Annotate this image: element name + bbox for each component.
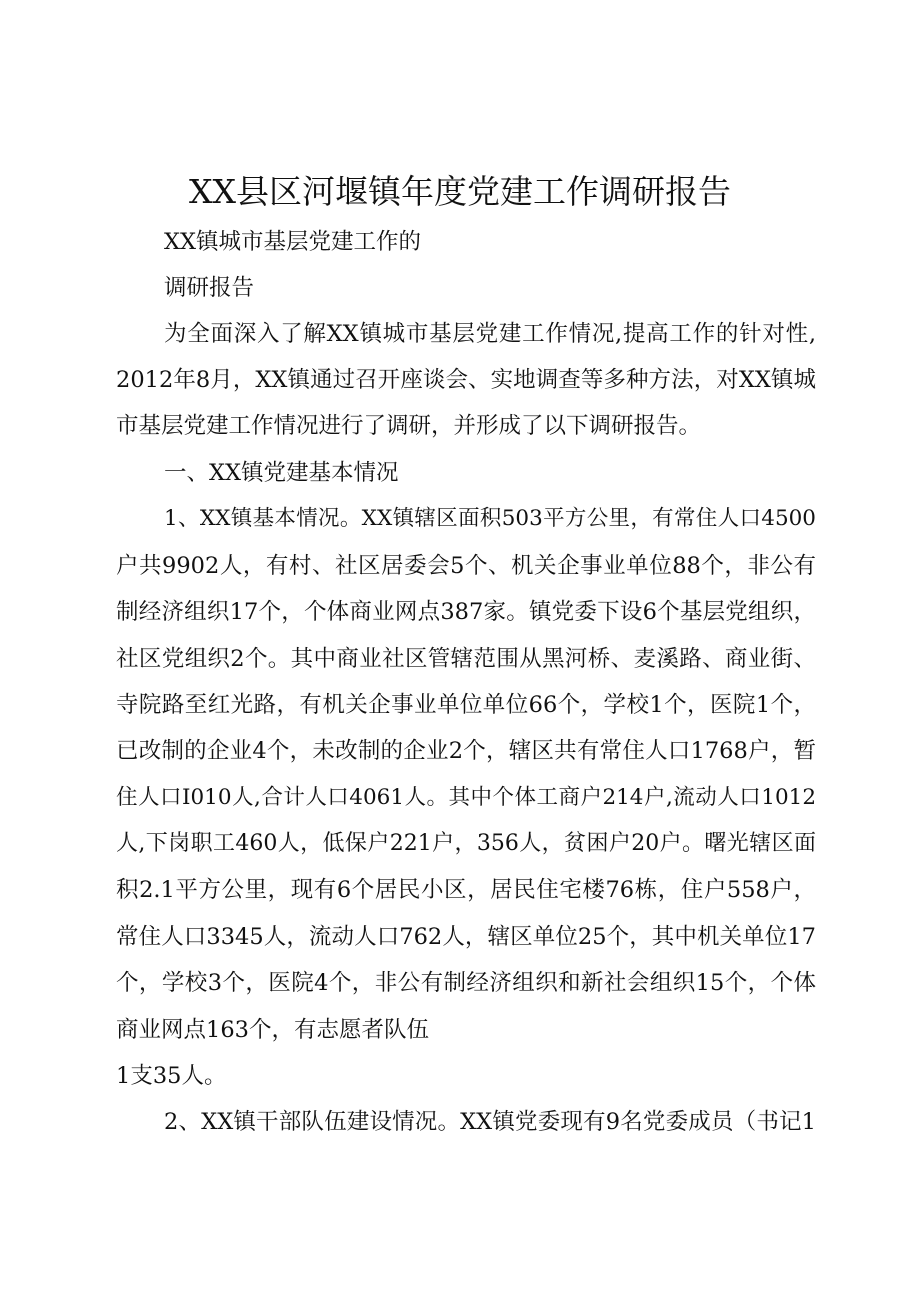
section-1-line-1: 1、XX镇基本情况。XX镇辖区面积503平方公里，有常住人口4500: [164, 506, 816, 531]
section-heading: 一、XX镇党建基本情况: [164, 460, 399, 486]
section-2-line-1: 2、XX镇干部队伍建设情况。XX镇党委现有9名党委成员（书记1: [164, 1109, 816, 1135]
document-title: XX县区河堰镇年度党建工作调研报告: [189, 172, 731, 211]
section-1-line-11: 个，学校3个，医院4个，非公有制经济组织和新社会组织15个，个体: [116, 970, 816, 996]
intro-line-1: 为全面深入了解XX镇城市基层党建工作情况,提高工作的针对性,: [164, 321, 816, 347]
section-1-line-7: 住人口I010人,合计人口4061人。其中个体工商户214户,流动人口1012: [116, 785, 816, 810]
section-1-line-12: 商业网点163个，有志愿者队伍: [116, 1017, 429, 1043]
subtitle-line-2: 调研报告: [164, 275, 255, 301]
intro-line-2: 2012年8月，XX镇通过召开座谈会、实地调查等多种方法，对XX镇城: [116, 367, 816, 393]
subtitle-line-1: XX镇城市基层党建工作的: [164, 229, 422, 255]
section-1-line-9: 积2.1平方公里，现有6个居民小区，居民住宅楼76栋，住户558户，: [116, 877, 816, 903]
section-1-line-13: 1支35人。: [116, 1063, 227, 1089]
section-1-line-3: 制经济组织17个，个体商业网点387家。镇党委下设6个基层党组织，: [116, 599, 816, 625]
section-1-line-8: 人,下岗职工460人，低保户221户，356人，贫困户20户。曙光辖区面: [116, 831, 816, 856]
intro-line-3: 市基层党建工作情况进行了调研，并形成了以下调研报告。: [116, 413, 702, 439]
section-1-line-2: 户共9902人，有村、社区居委会5个、机关企事业单位88个，非公有: [116, 553, 816, 579]
section-1-line-4: 社区党组织2个。其中商业社区管辖范围从黑河桥、麦溪路、商业街、: [116, 646, 816, 672]
section-1-line-10: 常住人口3345人，流动人口762人，辖区单位25个，其中机关单位17: [116, 924, 816, 950]
section-1-line-6: 已改制的企业4个，未改制的企业2个，辖区共有常住人口1768户，暂: [116, 738, 816, 764]
section-1-line-5: 寺院路至红光路，有机关企事业单位单位66个，学校1个，医院1个，: [116, 692, 816, 718]
